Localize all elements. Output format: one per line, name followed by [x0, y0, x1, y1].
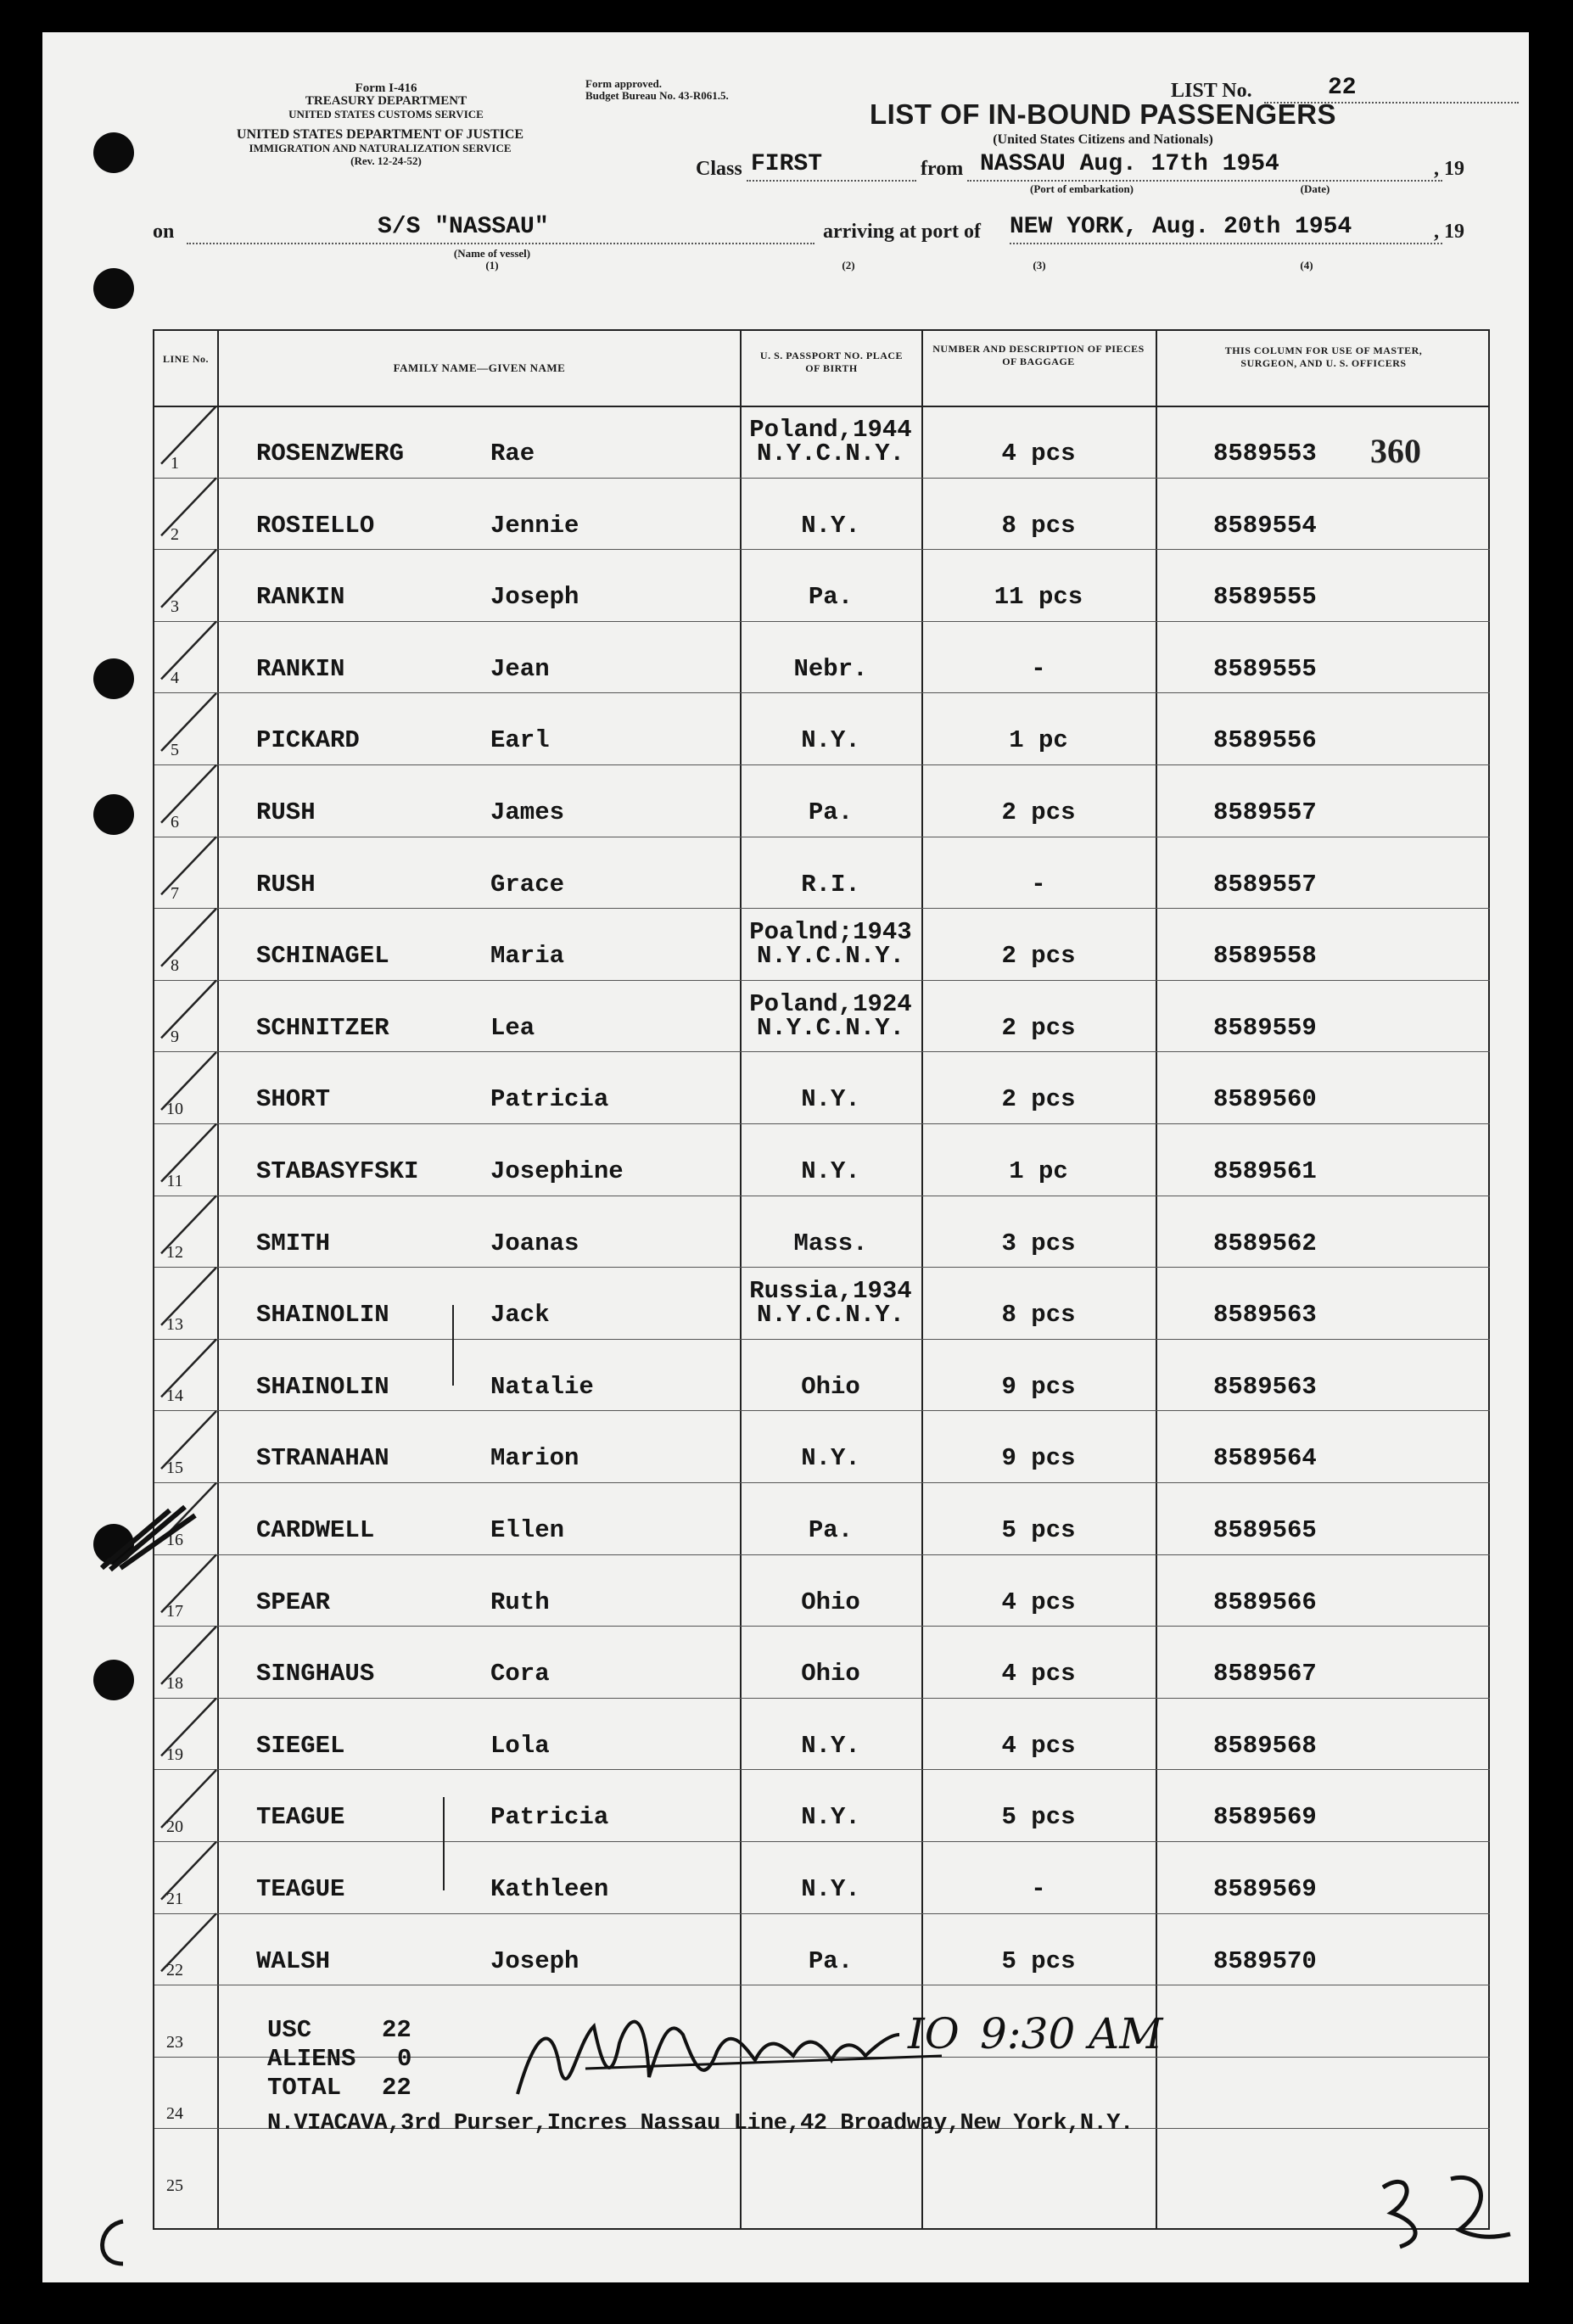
family-name: SPEAR [256, 1588, 331, 1616]
line-number: 6 [171, 812, 179, 832]
given-name: Josephine [490, 1157, 624, 1185]
baggage-count: 2 pcs [1001, 798, 1076, 826]
column-caption-1: (1) [485, 259, 499, 272]
given-name: Ellen [490, 1516, 565, 1544]
officer-number: 8589566 [1213, 1588, 1317, 1616]
given-name: James [490, 798, 565, 826]
tick-mark [161, 1196, 216, 1253]
officer-number: 8589570 [1213, 1946, 1317, 1975]
line-number: 16 [166, 1530, 183, 1549]
officer-number: 8589565 [1213, 1516, 1317, 1544]
officer-number: 8589560 [1213, 1085, 1317, 1114]
line-number: 13 [166, 1314, 183, 1334]
list-no-value: 22 [1328, 75, 1357, 101]
baggage-count: - [1031, 654, 1046, 683]
family-name: SHAINOLIN [256, 1372, 389, 1401]
place-of-birth: N.Y. [801, 1444, 860, 1473]
line-number: 4 [171, 669, 179, 688]
family-name: STRANAHAN [256, 1444, 389, 1473]
tick-mark [161, 1554, 216, 1612]
family-name: SINGHAUS [256, 1660, 375, 1688]
place-of-birth: N.Y.C.N.Y. [756, 1301, 905, 1330]
date-caption: (Date) [1300, 182, 1330, 195]
given-name: Patricia [490, 1803, 609, 1832]
tick-mark [161, 980, 216, 1038]
line-number: 10 [166, 1100, 183, 1118]
page-subtitle: (United States Citizens and Nationals) [993, 132, 1213, 147]
column-caption-3: (3) [1033, 259, 1046, 272]
from-year: , 19 [1434, 158, 1464, 180]
baggage-count: 11 pcs [994, 583, 1083, 612]
total-value: 22 [382, 2074, 411, 2102]
officer-number: 8589557 [1213, 798, 1317, 826]
dept-immigration: IMMIGRATION AND NATURALIZATION SERVICE [249, 142, 512, 154]
officer-number: 8589567 [1213, 1660, 1317, 1688]
tick-mark [161, 837, 216, 894]
column-caption-2: (2) [842, 259, 855, 272]
tick-mark [161, 406, 216, 464]
place-of-birth: Pa. [808, 798, 854, 826]
family-name: ROSENZWERG [256, 440, 405, 468]
port-caption: (Port of embarkation) [1029, 182, 1134, 195]
tick-mark [161, 909, 216, 966]
given-name: Grace [490, 870, 565, 899]
officer-number: 8589564 [1213, 1444, 1317, 1473]
tick-mark [161, 1842, 216, 1900]
tick-marks-icon [42, 32, 1529, 2282]
from-value: NASSAU Aug. 17th 1954 [980, 151, 1279, 177]
place-of-birth: Pa. [808, 1946, 854, 1975]
given-name: Earl [490, 726, 550, 755]
line-number: 22 [166, 1961, 183, 1980]
place-of-birth: N.Y. [801, 1803, 860, 1832]
budget-bureau: Budget Bureau No. 43-R061.5. [585, 89, 729, 102]
family-name: SCHNITZER [256, 1013, 389, 1042]
place-of-birth: N.Y. [801, 1875, 860, 1903]
handwritten-time: 9:30 AM [980, 2009, 1163, 2058]
baggage-count: 5 pcs [1001, 1803, 1076, 1832]
given-name: Lea [490, 1013, 535, 1042]
family-name: ROSIELLO [256, 511, 375, 540]
handwritten-initials: IO [908, 2009, 960, 2058]
officer-number: 8589569 [1213, 1803, 1317, 1832]
arriving-year: , 19 [1434, 221, 1464, 243]
place-of-birth: N.Y.C.N.Y. [756, 1013, 905, 1042]
place-of-birth: N.Y. [801, 1085, 860, 1114]
place-of-birth: N.Y.C.N.Y. [756, 440, 905, 468]
family-name: SMITH [256, 1229, 331, 1257]
class-label: Class [696, 158, 742, 180]
line-number: 25 [166, 2176, 183, 2195]
line-number: 2 [171, 525, 179, 545]
line-number: 9 [171, 1028, 179, 1047]
column-caption-4: (4) [1300, 259, 1313, 272]
tick-mark [161, 1770, 216, 1828]
family-name: STABASYFSKI [256, 1157, 419, 1185]
baggage-count: 1 pc [1009, 1157, 1068, 1185]
tick-mark [161, 1124, 216, 1182]
place-of-birth: Ohio [801, 1588, 860, 1616]
given-name: Marion [490, 1444, 579, 1473]
officer-number: 8589555 [1213, 654, 1317, 683]
form-revision: (Rev. 12-24-52) [350, 154, 422, 167]
tick-mark [161, 1339, 216, 1397]
line-number: 1 [171, 453, 179, 473]
line-number: 19 [166, 1745, 183, 1765]
tick-mark [161, 1698, 216, 1756]
line-number: 14 [166, 1386, 183, 1406]
form-number: Form I-416 [355, 81, 417, 95]
place-of-birth: N.Y.C.N.Y. [756, 942, 905, 971]
stamp-number: 360 [1370, 432, 1421, 470]
place-of-birth: Nebr. [793, 654, 868, 683]
dept-treasury: TREASURY DEPARTMENT [305, 94, 467, 108]
line-number: 18 [166, 1673, 183, 1693]
officer-number: 8589558 [1213, 942, 1317, 971]
tick-mark [161, 550, 216, 608]
dept-justice: UNITED STATES DEPARTMENT OF JUSTICE [236, 127, 524, 142]
place-of-birth: N.Y. [801, 726, 860, 755]
given-name: Joseph [490, 1946, 579, 1975]
place-of-birth-detail: Russia,1934 [749, 1277, 912, 1306]
officer-number: 8589563 [1213, 1372, 1317, 1401]
given-name: Lola [490, 1731, 550, 1760]
family-name: SHORT [256, 1085, 331, 1114]
officer-number: 8589554 [1213, 511, 1317, 540]
officer-number: 8589557 [1213, 870, 1317, 899]
arriving-label: arriving at port of [823, 221, 981, 243]
baggage-count: 4 pcs [1001, 1731, 1076, 1760]
family-name: CARDWELL [256, 1516, 375, 1544]
place-of-birth: N.Y. [801, 1731, 860, 1760]
line-number: 17 [166, 1602, 183, 1621]
place-of-birth-detail: Poalnd;1943 [749, 918, 912, 947]
total-label: TOTAL [267, 2074, 342, 2102]
baggage-count: 5 pcs [1001, 1516, 1076, 1544]
arriving-value: NEW YORK, Aug. 20th 1954 [1010, 214, 1352, 240]
baggage-count: 3 pcs [1001, 1229, 1076, 1257]
baggage-count: 8 pcs [1001, 511, 1076, 540]
tick-mark [161, 621, 216, 679]
baggage-count: 9 pcs [1001, 1444, 1076, 1473]
line-number: 12 [166, 1243, 183, 1263]
given-name: Rae [490, 440, 535, 468]
place-of-birth: Ohio [801, 1660, 860, 1688]
baggage-count: 4 pcs [1001, 1660, 1076, 1688]
given-name: Joseph [490, 583, 579, 612]
given-name: Ruth [490, 1588, 550, 1616]
family-name: SCHINAGEL [256, 942, 389, 971]
line-number: 8 [171, 955, 179, 975]
tick-mark [161, 693, 216, 751]
on-label: on [153, 221, 175, 243]
family-name: RANKIN [256, 654, 345, 683]
family-name: SIEGEL [256, 1731, 345, 1760]
baggage-count: 9 pcs [1001, 1372, 1076, 1401]
baggage-count: 4 pcs [1001, 1588, 1076, 1616]
officer-number: 8589556 [1213, 726, 1317, 755]
tick-mark [161, 1411, 216, 1469]
header-officers: THIS COLUMN FOR USE OF MASTER, SURGEON, AND U. S. OFFICERS [1224, 344, 1423, 369]
place-of-birth: Pa. [808, 1516, 854, 1544]
given-name: Patricia [490, 1085, 609, 1114]
family-name: RUSH [256, 870, 316, 899]
given-name: Jennie [490, 511, 579, 540]
tick-mark [161, 478, 216, 535]
header-name: FAMILY NAME—GIVEN NAME [393, 361, 566, 374]
margin-mark-icon [81, 2204, 148, 2281]
given-name: Natalie [490, 1372, 594, 1401]
line-number: 5 [171, 741, 179, 759]
line-number: 7 [171, 884, 179, 904]
given-name: Jack [490, 1301, 550, 1330]
family-name: TEAGUE [256, 1803, 345, 1832]
usc-value: 22 [382, 2016, 411, 2044]
officer-number: 8589568 [1213, 1731, 1317, 1760]
line-number: 3 [171, 596, 179, 616]
family-name: RUSH [256, 798, 316, 826]
dept-customs: UNITED STATES CUSTOMS SERVICE [288, 108, 484, 120]
form-approved: Form approved. [585, 77, 663, 90]
tick-mark [161, 1913, 216, 1971]
header-passport: U. S. PASSPORT NO. PLACE OF BIRTH [759, 350, 904, 374]
officer-number: 8589555 [1213, 583, 1317, 612]
place-of-birth: Pa. [808, 583, 854, 612]
place-of-birth: N.Y. [801, 1157, 860, 1185]
usc-label: USC [267, 2016, 312, 2044]
officer-number: 8589553 [1213, 440, 1317, 468]
purser-line: N.VIACAVA,3rd Purser,Incres Nassau Line,42 Broadway,New York,N.Y. [267, 2111, 1134, 2136]
place-of-birth: N.Y. [801, 511, 860, 540]
baggage-count: 4 pcs [1001, 440, 1076, 468]
line-number: 15 [166, 1459, 183, 1477]
officer-number: 8589562 [1213, 1229, 1317, 1257]
header-baggage: NUMBER AND DESCRIPTION OF PIECES OF BAGGAGE [932, 343, 1145, 367]
family-name: RANKIN [256, 583, 345, 612]
tick-mark [161, 765, 216, 823]
baggage-count: 2 pcs [1001, 1085, 1076, 1114]
line-number: 21 [166, 1889, 183, 1908]
place-of-birth: Mass. [793, 1229, 868, 1257]
given-name: Joanas [490, 1229, 579, 1257]
tick-mark [161, 1052, 216, 1110]
tick-mark [161, 1627, 216, 1684]
officer-number: 8589559 [1213, 1013, 1317, 1042]
line-number: 24 [166, 2104, 183, 2124]
place-of-birth-detail: Poland,1944 [749, 416, 912, 444]
class-value: FIRST [751, 151, 823, 177]
line-number: 23 [166, 2032, 183, 2052]
from-label: from [921, 158, 964, 180]
place-of-birth: Ohio [801, 1372, 860, 1401]
given-name: Kathleen [490, 1875, 609, 1903]
family-name: TEAGUE [256, 1875, 345, 1903]
baggage-count: 1 pc [1009, 726, 1068, 755]
family-name: PICKARD [256, 726, 360, 755]
given-name: Maria [490, 942, 565, 971]
baggage-count: 2 pcs [1001, 942, 1076, 971]
baggage-count: 2 pcs [1001, 1013, 1076, 1042]
document-page [42, 32, 1529, 2282]
family-name: WALSH [256, 1946, 331, 1975]
officer-number: 8589563 [1213, 1301, 1317, 1330]
line-number: 11 [166, 1171, 183, 1190]
tick-mark [161, 1268, 216, 1325]
baggage-count: - [1031, 870, 1046, 899]
given-name: Jean [490, 654, 550, 683]
aliens-label: ALIENS [267, 2045, 356, 2073]
corner-scribble-icon [1366, 2153, 1519, 2264]
page-title: LIST OF IN-BOUND PASSENGERS [869, 98, 1337, 130]
aliens-value: 0 [397, 2045, 412, 2073]
list-no-label: LIST No. [1171, 80, 1252, 102]
baggage-count: 8 pcs [1001, 1301, 1076, 1330]
vessel-name: S/S "NASSAU" [378, 214, 549, 240]
header-line-no: LINE No. [162, 353, 209, 365]
given-name: Cora [490, 1660, 550, 1688]
family-name: SHAINOLIN [256, 1301, 389, 1330]
vessel-caption: (Name of vessel) [453, 247, 531, 260]
line-number: 20 [166, 1817, 183, 1836]
baggage-count: 5 pcs [1001, 1946, 1076, 1975]
baggage-count: - [1031, 1875, 1046, 1903]
officer-number: 8589561 [1213, 1157, 1317, 1185]
officer-number: 8589569 [1213, 1875, 1317, 1903]
place-of-birth-detail: Poland,1924 [749, 989, 912, 1018]
place-of-birth: R.I. [801, 870, 860, 899]
